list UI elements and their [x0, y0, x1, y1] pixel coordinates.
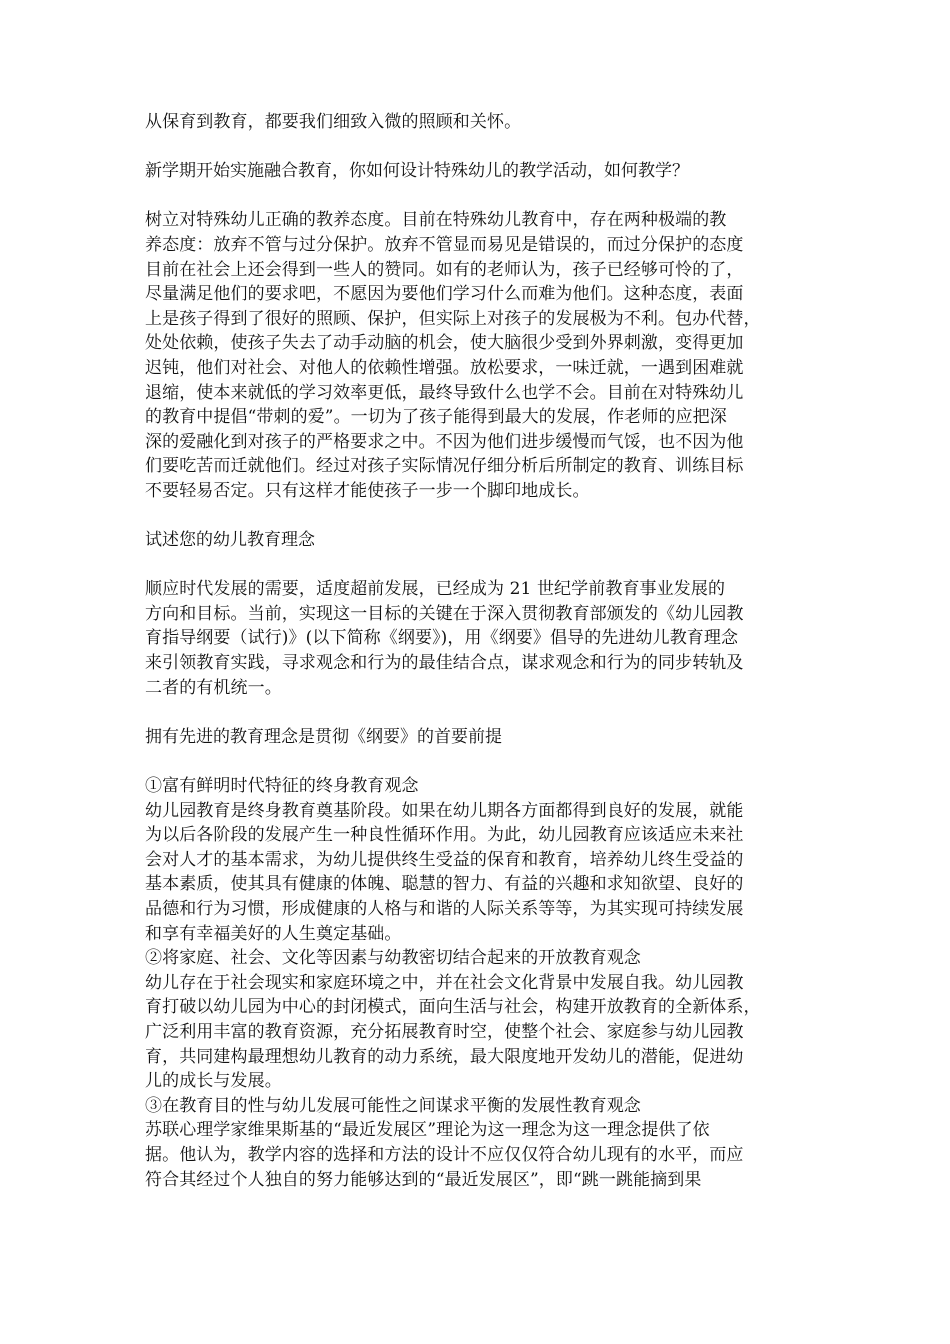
text-line: 目前在社会上还会得到一些人的赞同。如有的老师认为，孩子已经够可怜的了，	[145, 259, 744, 280]
text-line: 深的爱融化到对孩子的严格要求之中。不因为他们进步缓慢而气馁，也不因为他	[145, 431, 744, 452]
text-line: ①富有鲜明时代特征的终身教育观念	[145, 776, 419, 797]
text-line: 品德和行为习惯，形成健康的人格与和谐的人际关系等等，为其实现可持续发展	[145, 899, 744, 919]
paragraph-gap	[145, 749, 810, 774]
paragraph	[145, 774, 810, 1192]
text-line: 顺应时代发展的需要，适度超前发展，已经成为 21 世纪学前教育事业发展的	[145, 579, 726, 600]
text-line: 会对人才的基本需求，为幼儿提供终生受益的保育和教育，培养幼儿终生受益的	[145, 849, 744, 870]
text-line: ③在教育目的性与幼儿发展可能性之间谋求平衡的发展性教育观念	[145, 1095, 641, 1116]
text-line: 育打破以幼儿园为中心的封闭模式，面向生活与社会，构建开放教育的全新体系，	[145, 997, 761, 1018]
text-line: 们要吃苦而迁就他们。经过对孩子实际情况仔细分析后所制定的教育、训练目标	[145, 456, 744, 477]
text-line: 养态度：放弃不管与过分保护。放弃不管显而易见是错误的，而过分保护的态度	[145, 234, 744, 255]
text-line: 幼儿存在于社会现实和家庭环境之中，并在社会文化背景中发展自我。幼儿园教	[145, 972, 744, 993]
document-page	[145, 110, 810, 1192]
paragraph-gap	[145, 135, 810, 160]
text-line: 二者的有机统一。	[145, 677, 282, 698]
text-line: 育，共同建构最理想幼儿教育的动力系统，最大限度地开发幼儿的潜能，促进幼	[145, 1046, 744, 1067]
text-line: 为以后各阶段的发展产生一种良性循环作用。为此，幼儿园教育应该适应未来社	[145, 825, 744, 846]
text-line: 符合其经过个人独自的努力能够达到的“最近发展区”，即“跳一跳能摘到果	[145, 1169, 702, 1190]
text-line: 的教育中提倡“带刺的爱”。一切为了孩子能得到最大的发展，作老师的应把深	[145, 407, 727, 428]
text-line: 新学期开始实施融合教育，你如何设计特殊幼儿的教学活动，如何教学？	[145, 161, 689, 182]
text-line: 不要轻易否定。只有这样才能使孩子一步一个脚印地成长。	[145, 480, 590, 501]
text-line: 试述您的幼儿教育理念	[145, 530, 315, 551]
text-line: 迟钝，他们对社会、对他人的依赖性增强。放松要求，一味迁就，一遇到困难就	[145, 357, 744, 378]
paragraph-gap	[145, 184, 810, 209]
paragraph	[145, 110, 810, 135]
text-line: 儿的成长与发展。	[145, 1071, 282, 1092]
text-line: 上是孩子得到了很好的照顾、保护，但实际上对孩子的发展极为不利。包办代替，	[145, 308, 761, 329]
text-line: 尽量满足他们的要求吧，不愿因为要他们学习什么而难为他们。这种态度，表面	[145, 284, 744, 305]
text-line: 从保育到教育，都要我们细致入微的照顾和关怀。	[145, 112, 522, 132]
text-line: 拥有先进的教育理念是贯彻《纲要》的首要前提	[145, 726, 502, 747]
section-heading	[145, 159, 810, 184]
text-line: ②将家庭、社会、文化等因素与幼教密切结合起来的开放教育观念	[145, 948, 641, 969]
paragraph	[145, 577, 810, 700]
text-line: 来引领教育实践，寻求观念和行为的最佳结合点，谋求观念和行为的同步转轨及	[145, 653, 744, 674]
paragraph-gap	[145, 700, 810, 725]
text-line: 幼儿园教育是终身教育奠基阶段。如果在幼儿期各方面都得到良好的发展，就能	[145, 800, 744, 821]
paragraph-gap	[145, 504, 810, 529]
text-line: 据。他认为，教学内容的选择和方法的设计不应仅仅符合幼儿现有的水平，而应	[145, 1144, 744, 1165]
paragraph	[145, 208, 810, 503]
text-line: 育指导纲要（试行)》(以下简称《纲要》)，用《纲要》倡导的先进幼儿教育理念	[145, 628, 739, 649]
text-line: 和享有幸福美好的人生奠定基础。	[145, 923, 402, 944]
text-line: 方向和目标。当前，实现这一目标的关键在于深入贯彻教育部颁发的《幼儿园教	[145, 603, 744, 624]
text-line: 退缩，使本来就低的学习效率更低，最终导致什么也学不会。目前在对特殊幼儿	[145, 382, 744, 403]
text-line: 树立对特殊幼儿正确的教养态度。目前在特殊幼儿教育中，存在两种极端的教	[145, 210, 727, 231]
text-line: 广泛利用丰富的教育资源，充分拓展教育时空，使整个社会、家庭参与幼儿园教	[145, 1021, 744, 1042]
text-line: 基本素质，使其具有健康的体魄、聪慧的智力、有益的兴趣和求知欲望、良好的	[145, 874, 744, 895]
paragraph-gap	[145, 553, 810, 578]
section-heading	[145, 725, 810, 750]
section-heading	[145, 528, 810, 553]
text-line: 处处依赖，使孩子失去了动手动脑的机会，使大脑很少受到外界刺激，变得更加	[145, 333, 744, 354]
text-line: 苏联心理学家维果斯基的“最近发展区”理论为这一理念为这一理念提供了依	[145, 1120, 710, 1141]
